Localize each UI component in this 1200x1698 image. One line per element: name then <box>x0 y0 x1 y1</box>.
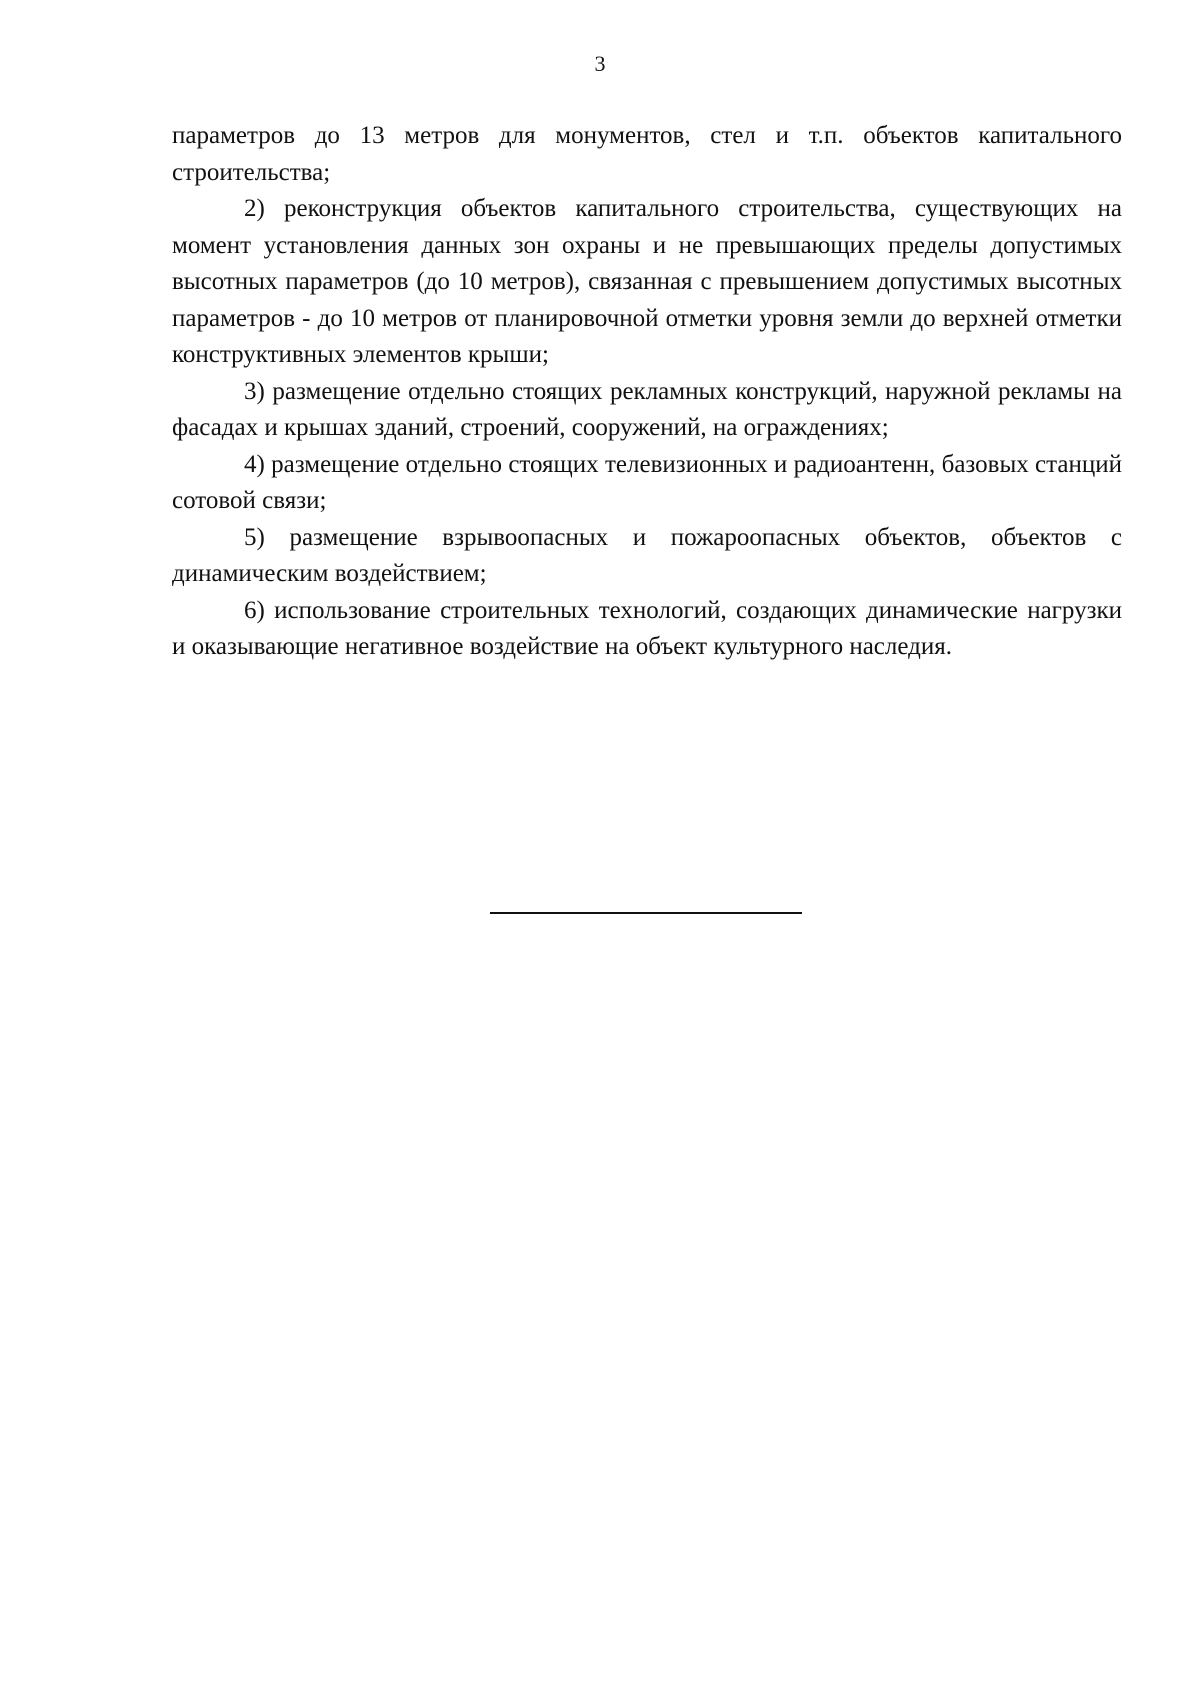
page-number: 3 <box>594 51 606 76</box>
list-item-3: 3) размещение отдельно стоящих рекламных конструкций, наружной рекламы на фасадах и крышах зданий, строений, сооружений, на ограждениях; <box>172 377 1122 441</box>
document-body <box>172 118 1122 666</box>
list-item-2: 2) реконструкция объектов капитального строительства, существующих на момент установления данных зон охраны и не превышающих пределы допустимых высотных параметров (до 10 метров), связанная с превышением допустимых высотных параметров - до 10 метров от планировочной отметки уровня земли до верхней отметки конструктивных элементов крыши; <box>172 195 1122 368</box>
end-of-text-rule <box>490 912 802 914</box>
list-item-5: 5) размещение взрывоопасных и пожароопасных объектов, объектов с динамическим воздействием; <box>172 523 1122 587</box>
list-item-4: 4) размещение отдельно стоящих телевизионных и радиоантенн, базовых станций сотовой связи; <box>172 450 1122 514</box>
paragraph-continuation: параметров до 13 метров для монументов, стел и т.п. объектов капитального строительства; <box>172 122 1122 186</box>
list-item-6: 6) использование строительных технологий, создающих динамические нагрузки и оказывающие негативное воздействие на объект культурного наследия. <box>172 596 1122 660</box>
